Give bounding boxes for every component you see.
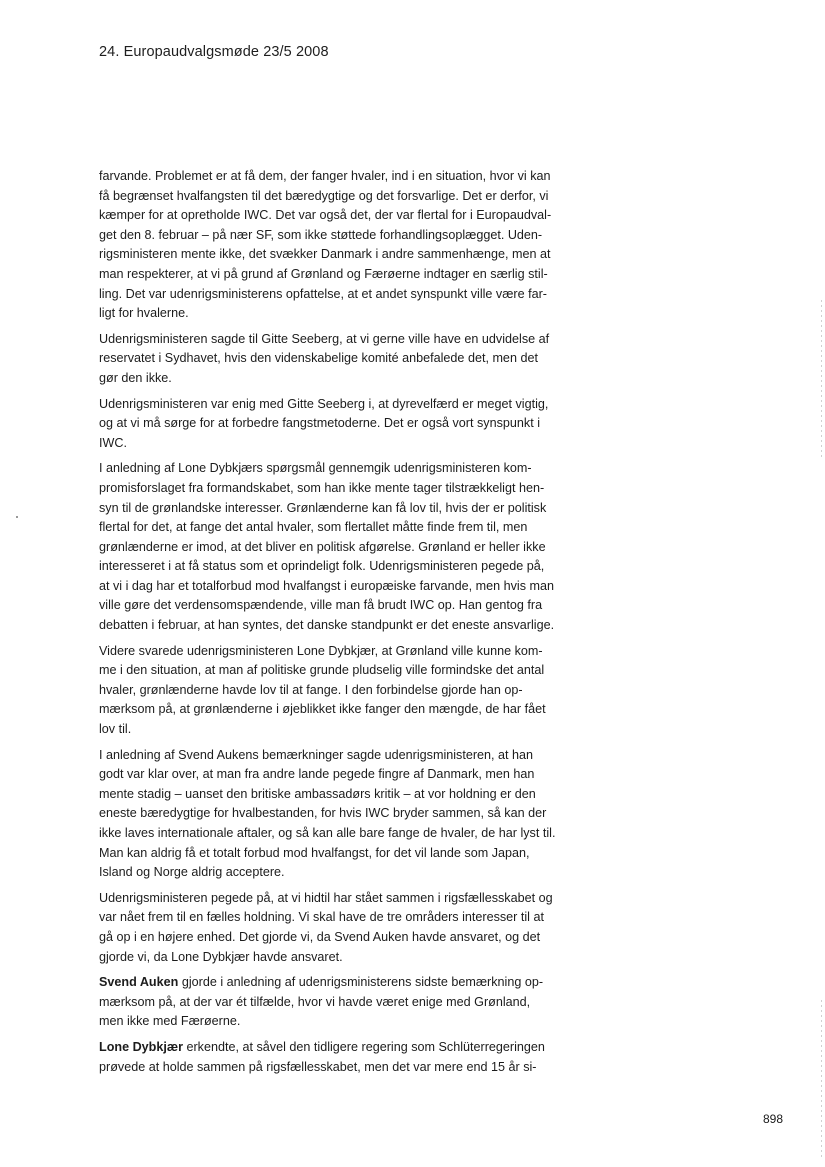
text-line: kæmper for at opretholde IWC. Det var også det, der var flertal for i Europaudval-	[99, 208, 552, 223]
text-line: debatten i februar, at han syntes, det danske standpunkt er det eneste ansvarlige.	[99, 618, 555, 633]
text-line: flertal for det, at fange det antal hvaler, som flertallet måtte finde frem til, men	[99, 520, 528, 535]
text-line	[99, 973, 577, 993]
text-line: få begrænset hvalfangsten til det bæredygtige og det forsvarlige. Det er derfor, vi	[99, 188, 549, 203]
text-line: reservatet i Sydhavet, hvis den videnskabelige komité anbefalede det, men det	[99, 351, 538, 366]
paragraph	[99, 973, 577, 1032]
text-line: mærksom på, at der var ét tilfælde, hvor vi havde været enige med Grønland,	[99, 994, 531, 1009]
speaker-name: Svend Auken	[99, 975, 179, 990]
text-line: og at vi må sørge for at forbedre fangstmetoderne. Det er også vort synspunkt i	[99, 416, 540, 431]
scan-speck	[16, 516, 18, 518]
text-line: var nået frem til en fælles holdning. Vi skal have de tre områders interesser til at	[99, 910, 544, 925]
scan-edge-line	[821, 1000, 822, 1160]
text-line: IWC.	[99, 435, 127, 450]
text-line: ligt for hvalerne.	[99, 306, 189, 321]
text-line: interesseret i at få status som et oprindeligt folk. Udenrigsministeren pegede på,	[99, 559, 545, 574]
text-line: Island og Norge aldrig acceptere.	[99, 865, 285, 880]
paragraph	[99, 889, 577, 967]
text-line: Udenrigsministeren sagde til Gitte Seeberg, at vi gerne ville have en udvidelse af	[99, 331, 550, 346]
text-line: farvande. Problemet er at få dem, der fanger hvaler, ind i en situation, hvor vi kan	[99, 169, 551, 183]
paragraph	[99, 167, 577, 324]
text-line: promisforslaget fra formandskabet, som han ikke mente tager tilstrækkeligt hen-	[99, 480, 545, 495]
text-line: prøvede at holde sammen på rigsfællesskabet, men det var mere end 15 år si-	[99, 1059, 537, 1074]
text-line: get den 8. februar – på nær SF, som ikke støttede forhandlingsoplægget. Uden-	[99, 227, 543, 242]
line-text: erkendte, at såvel den tidligere regering som Schlüterregeringen	[182, 1039, 545, 1054]
paragraph	[99, 395, 577, 454]
page-number: 898	[763, 1112, 784, 1126]
text-line: Videre svarede udenrigsministeren Lone Dybkjær, at Grønland ville kunne kom-	[99, 643, 543, 658]
paragraph	[99, 642, 577, 740]
text-line: I anledning af Svend Aukens bemærkninger sagde udenrigsministeren, at han	[99, 747, 534, 762]
scan-edge-line	[821, 300, 822, 460]
text-line: gør den ikke.	[99, 370, 172, 385]
page-header: 24. Europaudvalgsmøde 23/5 2008	[99, 44, 329, 60]
text-line: eneste bæredygtige for hvalbestanden, for hvis IWC bryder sammen, så kan der	[99, 806, 547, 821]
document-body	[99, 167, 577, 1083]
text-line: me i den situation, at man af politiske grunde pludselig ville formindske det antal	[99, 663, 545, 678]
text-line: ville gøre det verdensomspændende, ville man få brudt IWC op. Han gentog fra	[99, 598, 543, 613]
text-line: men ikke med Færøerne.	[99, 1014, 241, 1029]
text-line	[99, 1038, 577, 1058]
text-line: syn til de grønlandske interesser. Grønlænderne kan få lov til, hvis der er politisk	[99, 500, 547, 515]
paragraph	[99, 330, 577, 389]
text-line: godt var klar over, at man fra andre lande pegede fingre af Danmark, men han	[99, 767, 535, 782]
text-line: gjorde vi, da Lone Dybkjær havde ansvaret.	[99, 949, 343, 964]
text-line: gå op i en højere enhed. Det gjorde vi, da Svend Auken havde ansvaret, og det	[99, 929, 541, 944]
text-line: lov til.	[99, 722, 132, 737]
paragraph	[99, 459, 577, 635]
line-text: gjorde i anledning af udenrigsministerens sidste bemærkning op-	[178, 975, 544, 990]
paragraph	[99, 746, 577, 883]
text-line: rigsministeren mente ikke, det svækker Danmark i andre sammenhænge, men at	[99, 247, 551, 262]
speaker-name: Lone Dybkjær	[99, 1039, 183, 1054]
text-line: I anledning af Lone Dybkjærs spørgsmål gennemgik udenrigsministeren kom-	[99, 461, 532, 476]
text-line: Udenrigsministeren var enig med Gitte Seeberg i, at dyrevelfærd er meget vigtig,	[99, 396, 549, 411]
text-line: mente stadig – uanset den britiske ambassadørs kritik – at vor holdning er den	[99, 786, 536, 801]
text-line: man respekterer, at vi på grund af Grønland og Færøerne indtager en særlig stil-	[99, 266, 548, 281]
text-line: at vi i dag har et totalforbud mod hvalfangst i europæiske farvande, men hvis man	[99, 578, 555, 593]
text-line: grønlænderne er imod, at det bliver en politisk afgørelse. Grønland er heller ikke	[99, 539, 546, 554]
text-line: Man kan aldrig få et totalt forbud mod hvalfangst, for det vil lande som Japan,	[99, 845, 530, 860]
text-line: hvaler, grønlænderne havde lov til at fange. I den forbindelse gjorde han op-	[99, 682, 523, 697]
paragraph	[99, 1038, 577, 1077]
text-line: ikke laves internationale aftaler, og så kan alle bare fange de hvaler, de har lyst til.	[99, 826, 556, 840]
text-line: ling. Det var udenrigsministerens opfattelse, at et andet synspunkt ville være far-	[99, 286, 547, 301]
text-line: Udenrigsministeren pegede på, at vi hidtil har stået sammen i rigsfællesskabet og	[99, 890, 553, 905]
text-line: mærksom på, at grønlænderne i øjeblikket ikke fanger den mængde, de har fået	[99, 702, 546, 717]
